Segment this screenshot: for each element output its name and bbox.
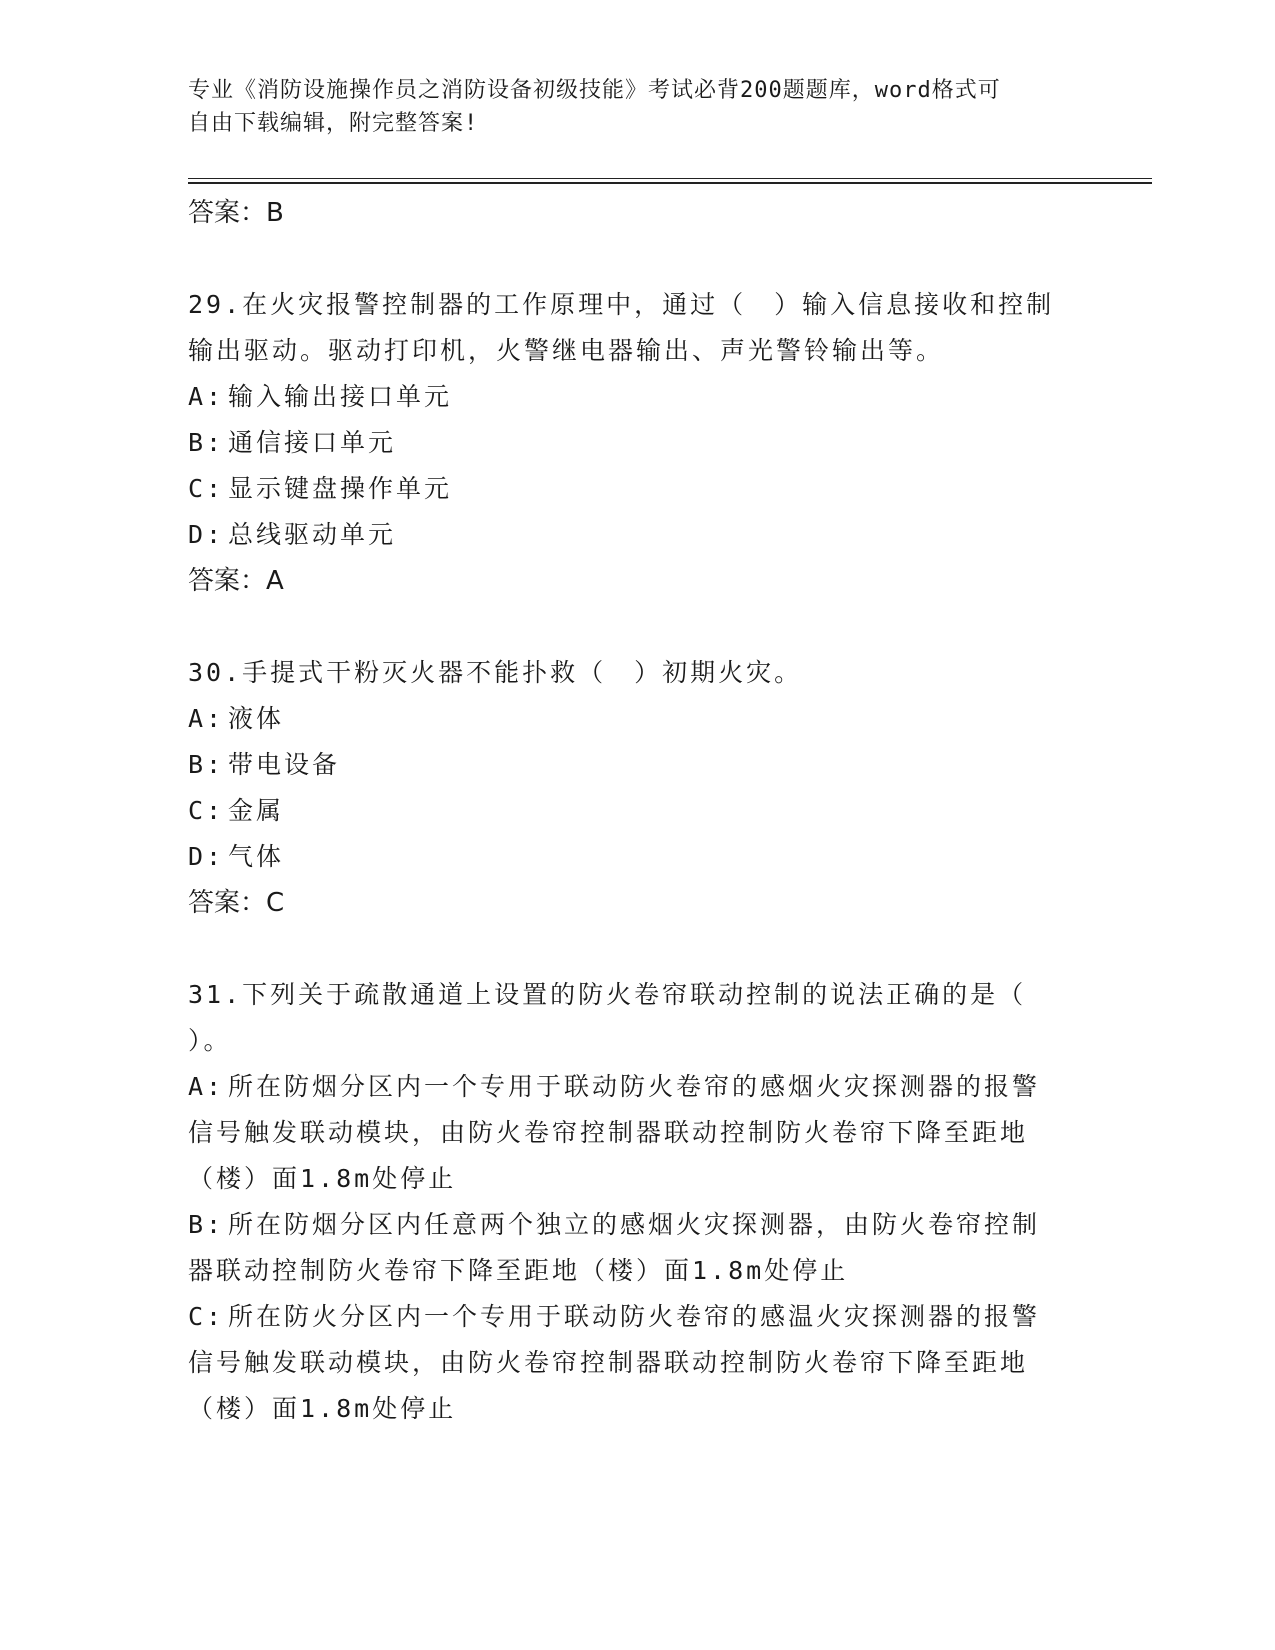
question-list [188,190,1088,1432]
header-divider-thin [188,178,1152,179]
option-key: A: [188,1072,225,1101]
option-key: D: [188,842,225,871]
option-text: 通信接口单元 [228,428,397,457]
option-text: 显示键盘操作单元 [228,474,453,503]
option-text: 所在防烟分区内任意两个独立的感烟火灾探测器，由防火卷帘控制 [228,1210,1041,1239]
question-block [188,650,1088,926]
option-c [188,1294,1088,1340]
question-stem: 输出驱动。驱动打印机，火警继电器输出、声光警铃输出等。 [188,336,945,365]
question-stem: 29.在火灾报警控制器的工作原理中，通过（ ）输入信息接收和控制 [188,290,1055,319]
question-block [188,282,1088,604]
header-line-1: 专业《消防设施操作员之消防设备初级技能》考试必背200题题库，word格式可 [188,78,1001,103]
option-text: 所在防火分区内一个专用于联动防火卷帘的感温火灾探测器的报警 [228,1302,1041,1331]
header-divider-thick [188,182,1152,184]
option-text: 输入输出接口单元 [228,382,453,411]
option-text: 金属 [228,796,285,825]
option-text-continued: （楼）面1.8m处停止 [188,1394,457,1423]
option-b [188,420,1088,466]
option-key: C: [188,1302,225,1331]
option-text-continued: （楼）面1.8m处停止 [188,1164,457,1193]
option-key: A: [188,382,225,411]
header-line-2: 自由下载编辑，附完整答案! [188,111,479,136]
option-b [188,1202,1088,1248]
option-d [188,834,1088,880]
question-block [188,972,1088,1432]
answer-line: 答案：B [188,198,284,228]
option-key: C: [188,474,225,503]
option-text: 所在防烟分区内一个专用于联动防火卷帘的感烟火灾探测器的报警 [228,1072,1041,1101]
option-key: A: [188,704,225,733]
option-c [188,466,1088,512]
option-a [188,374,1088,420]
option-a [188,696,1088,742]
option-key: D: [188,520,225,549]
option-key: B: [188,750,225,779]
option-text-continued: 器联动控制防火卷帘下降至距地（楼）面1.8m处停止 [188,1256,849,1285]
option-a [188,1064,1088,1110]
option-text: 气体 [228,842,285,871]
option-text: 总线驱动单元 [228,520,397,549]
option-d [188,512,1088,558]
answer-line: 答案：C [188,888,285,918]
question-stem: ）。 [188,1026,232,1055]
option-key: B: [188,428,225,457]
question-stem: 30.手提式干粉灭火器不能扑救（ ）初期火灾。 [188,658,803,687]
option-key: B: [188,1210,225,1239]
answer-line: 答案：A [188,566,284,596]
option-text: 液体 [228,704,285,733]
option-b [188,742,1088,788]
question-stem: 31.下列关于疏散通道上设置的防火卷帘联动控制的说法正确的是（ [188,980,1027,1009]
option-text: 带电设备 [228,750,341,779]
option-text-continued: 信号触发联动模块，由防火卷帘控制器联动控制防火卷帘下降至距地 [188,1118,1029,1147]
option-key: C: [188,796,225,825]
option-c [188,788,1088,834]
document-header [188,74,1088,140]
option-text-continued: 信号触发联动模块，由防火卷帘控制器联动控制防火卷帘下降至距地 [188,1348,1029,1377]
